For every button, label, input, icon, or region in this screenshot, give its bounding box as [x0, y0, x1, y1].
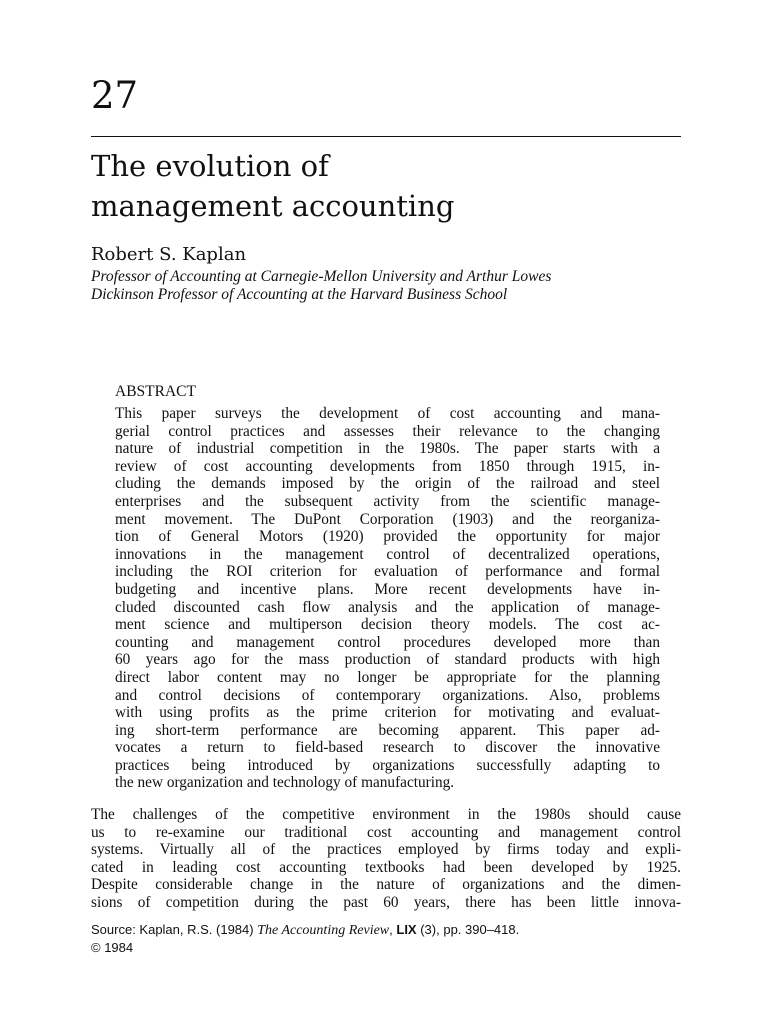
source-line [91, 921, 519, 939]
text-line: review of cost accounting developments from 1850 through 1915, in- [115, 457, 660, 475]
text-line: vocates a return to field-based research to discover the innovative [115, 739, 660, 757]
source-suffix: (3), pp. 390–418. [416, 922, 520, 937]
affiliation-line: Professor of Accounting at Carnegie-Mellon University and Arthur Lowes [91, 268, 552, 285]
title-rule [91, 136, 681, 137]
source-prefix: Source: Kaplan, R.S. (1984) [91, 922, 258, 937]
text-line: us to re-examine our traditional cost accounting and management control [91, 823, 681, 841]
text-line: This paper surveys the development of cost accounting and mana- [115, 405, 660, 422]
chapter-title [91, 146, 454, 226]
text-line: ing short-term performance are becoming apparent. This paper ad- [115, 721, 660, 739]
text-line: the new organization and technology of manufacturing. [115, 774, 455, 792]
text-line: Despite considerable change in the nature of organizations and the dimen- [91, 876, 681, 894]
text-line: sions of competition during the past 60 years, there has been little innova- [91, 893, 681, 911]
chapter-title-line: management accounting [91, 189, 455, 223]
text-line: cluding the demands imposed by the origin of the railroad and steel [115, 475, 660, 493]
source-citation [91, 921, 519, 956]
text-line: direct labor content may no longer be appropriate for the planning [115, 668, 660, 686]
text-line: and control decisions of contemporary organizations. Also, problems [115, 686, 660, 704]
text-line: with using profits as the prime criterion for motivating and evaluat- [115, 704, 660, 722]
text-line: ment movement. The DuPont Corporation (1903) and the reorganiza- [115, 510, 660, 528]
text-line: counting and management control procedures developed more than [115, 633, 660, 651]
affiliation-line: Dickinson Professor of Accounting at the Harvard Business School [91, 286, 508, 303]
text-line: The challenges of the competitive environment in the 1980s should cause [91, 806, 681, 823]
text-line: budgeting and incentive plans. More recent developments have in- [115, 580, 660, 598]
source-volume: LIX [396, 922, 417, 937]
text-line: innovations in the management control of decentralized operations, [115, 545, 660, 563]
text-line: enterprises and the subsequent activity from the scientific manage- [115, 492, 660, 510]
source-volume-sep: , [389, 922, 397, 937]
copyright-line: © 1984 [91, 940, 134, 955]
text-line: ment science and multiperson decision theory models. The cost ac- [115, 616, 660, 634]
text-line: gerial control practices and assesses their relevance to the changing [115, 422, 660, 440]
chapter-number: 27 [91, 74, 139, 117]
text-line: cluded discounted cash flow analysis and the application of manage- [115, 598, 660, 616]
abstract-heading: ABSTRACT [115, 383, 196, 400]
text-line: nature of industrial competition in the 1980s. The paper starts with a [115, 440, 660, 458]
text-line: practices being introduced by organizations successfully adapting to [115, 756, 660, 774]
body-paragraph [91, 806, 681, 912]
text-line: tion of General Motors (1920) provided the opportunity for major [115, 528, 660, 546]
author-name: Robert S. Kaplan [91, 244, 247, 265]
abstract-body [115, 405, 660, 792]
text-line: systems. Virtually all of the practices employed by firms today and expli- [91, 841, 681, 859]
author-affiliation [91, 268, 551, 304]
source-journal: The Accounting Review [257, 923, 390, 938]
text-line: 60 years ago for the mass production of standard products with high [115, 651, 660, 669]
text-line: cated in leading cost accounting textbooks had been developed by 1925. [91, 858, 681, 876]
text-line: including the ROI criterion for evaluation of performance and formal [115, 563, 660, 581]
chapter-title-line: The evolution of [91, 149, 329, 183]
